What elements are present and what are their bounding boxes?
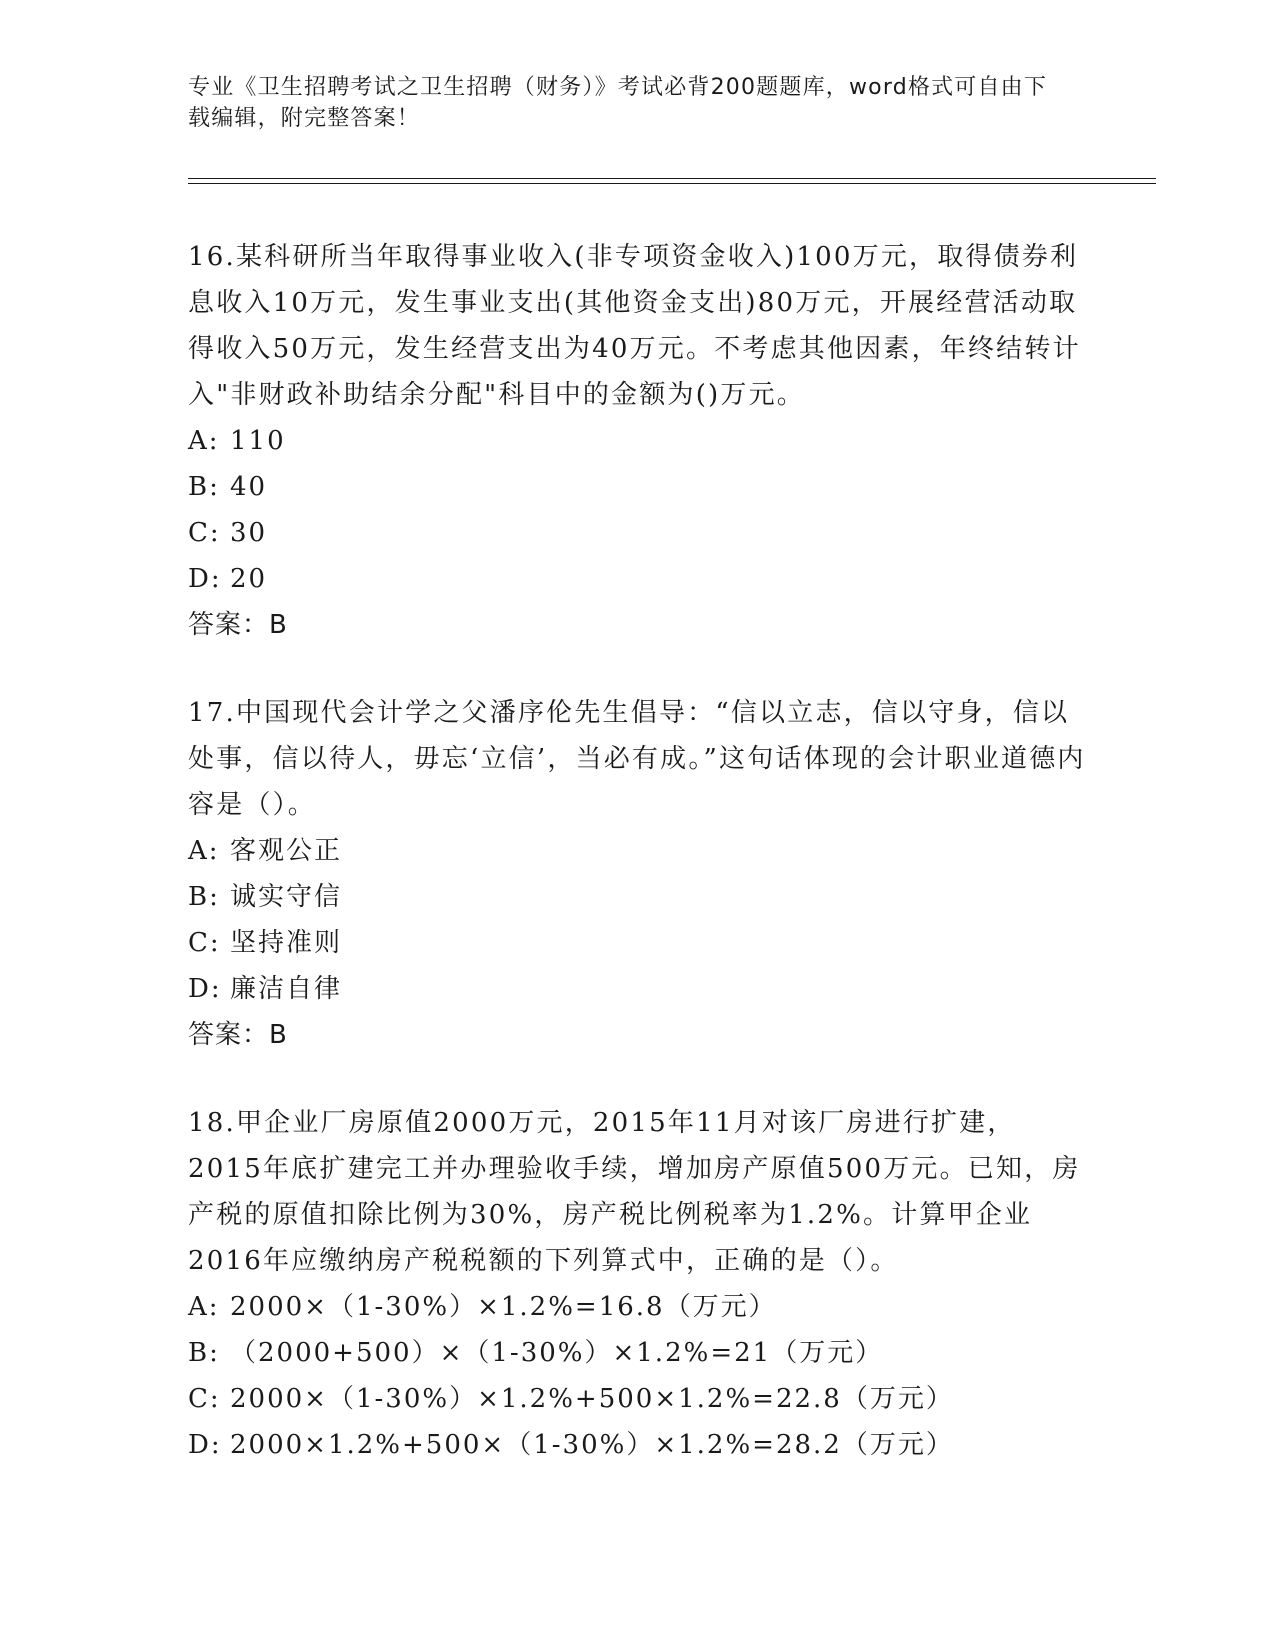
option-letter: C: <box>188 928 221 958</box>
question-18-option-a <box>188 1284 1088 1330</box>
question-18 <box>188 1100 1088 1468</box>
question-17-text: 17.中国现代会计学之父潘序伦先生倡导：“信以立志，信以守身，信以处事，信以待人，毋忘‘立信’，当必有成。”这句话体现的会计职业道德内容是（）。 <box>188 698 1086 820</box>
option-text: 2000×（1-30%）×1.2%+500×1.2%=22.8（万元） <box>230 1384 954 1414</box>
question-16-option-c <box>188 510 1088 556</box>
question-18-option-d <box>188 1422 1088 1468</box>
question-18-option-b <box>188 1330 1088 1376</box>
option-text: 客观公正 <box>230 836 343 866</box>
option-text: 2000×（1-30%）×1.2%=16.8（万元） <box>230 1292 777 1322</box>
option-letter: A: <box>188 836 220 866</box>
question-16-option-d <box>188 556 1088 602</box>
option-text: 20 <box>230 564 268 594</box>
question-16-option-b <box>188 464 1088 510</box>
document-header-title: 专业《卫生招聘考试之卫生招聘（财务）》考试必背200题题库，word格式可自由下载编辑，附完整答案！ <box>188 75 1048 131</box>
option-text: 110 <box>230 426 286 456</box>
option-text: 2000×1.2%+500×（1-30%）×1.2%=28.2（万元） <box>230 1430 954 1460</box>
question-17-option-c <box>188 920 1088 966</box>
option-text: 坚持准则 <box>230 928 343 958</box>
option-letter: B: <box>188 882 220 912</box>
option-text: 廉洁自律 <box>230 974 343 1004</box>
question-17-option-d <box>188 966 1088 1012</box>
option-letter: A: <box>188 426 220 456</box>
question-18-option-c <box>188 1376 1088 1422</box>
option-letter: D: <box>188 1430 222 1460</box>
option-text: 40 <box>230 472 268 502</box>
option-text: 诚实守信 <box>230 882 343 912</box>
option-text: （2000+500）×（1-30%）×1.2%=21（万元） <box>230 1338 884 1368</box>
option-letter: D: <box>188 974 222 1004</box>
question-16 <box>188 234 1088 648</box>
question-17-answer: 答案：B <box>188 1020 288 1050</box>
question-17-option-a <box>188 828 1088 874</box>
question-16-text: 16.某科研所当年取得事业收入(非专项资金收入)100万元，取得债券利息收入10万元，发生事业支出(其他资金支出)80万元，开展经营活动取得收入50万元，发生经营支出为40万元。不考虑其他因素，年终结转计入"非财政补助结余分配"科目中的金额为()万元。 <box>188 242 1081 410</box>
question-17 <box>188 690 1088 1058</box>
question-16-option-a <box>188 418 1088 464</box>
option-letter: D: <box>188 564 222 594</box>
question-18-text: 18.甲企业厂房原值2000万元，2015年11月对该厂房进行扩建，2015年底扩建完工并办理验收手续，增加房产原值500万元。已知，房产税的原值扣除比例为30%，房产税比例税率为1.2%。计算甲企业2016年应缴纳房产税税额的下列算式中，正确的是（）。 <box>188 1108 1081 1276</box>
header-divider-bottom <box>188 183 1156 184</box>
option-letter: A: <box>188 1292 220 1322</box>
option-text: 30 <box>230 518 268 548</box>
option-letter: C: <box>188 518 221 548</box>
option-letter: C: <box>188 1384 221 1414</box>
header-divider-top <box>188 178 1156 179</box>
option-letter: B: <box>188 472 220 502</box>
question-16-answer: 答案：B <box>188 610 288 640</box>
question-17-option-b <box>188 874 1088 920</box>
option-letter: B: <box>188 1338 220 1368</box>
